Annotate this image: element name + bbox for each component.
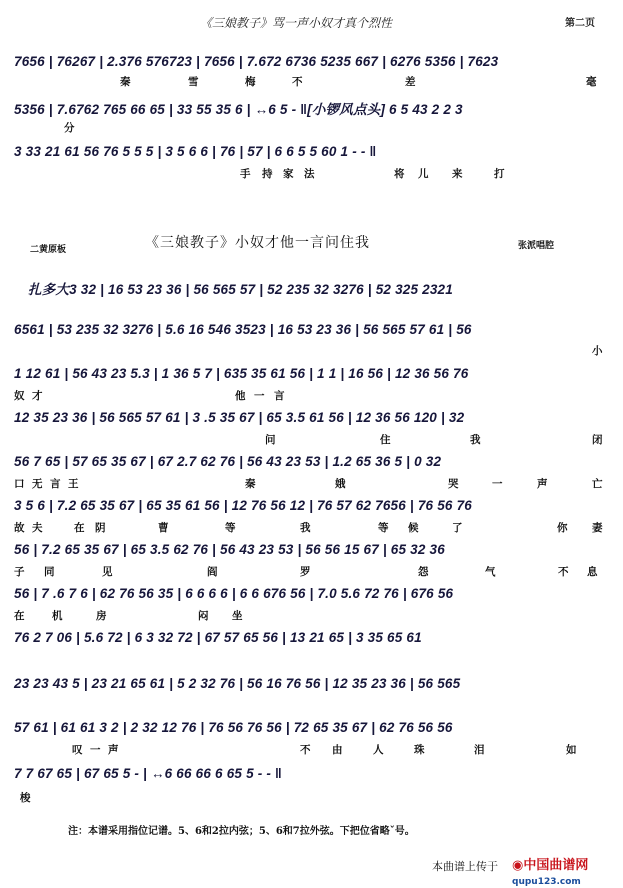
lyric-row bbox=[0, 520, 623, 534]
lyric-row bbox=[0, 74, 623, 88]
lyric-char: 住 bbox=[380, 434, 391, 446]
lyric-char: 娥 bbox=[335, 478, 346, 490]
lyric-char: 梅 bbox=[245, 76, 256, 88]
lyric-char: 不 bbox=[292, 76, 303, 88]
lyric-char: 一 bbox=[492, 478, 503, 490]
lyric-char: 不 bbox=[300, 744, 311, 756]
lyric-char: 闷 bbox=[198, 610, 209, 622]
lyric-char: 王 bbox=[68, 478, 79, 490]
lyric-char: 声 bbox=[108, 744, 119, 756]
lyric-char: 亡 bbox=[592, 478, 603, 490]
logo-text: 中国曲谱网 bbox=[523, 858, 589, 873]
lyric-char: 无 bbox=[32, 478, 43, 490]
notation-line: 12 35 23 36 | 56 565 57 61 | 3 .5 35 67 | 65 3.5 61 56 | 12 36 56 120 | 32 bbox=[14, 410, 465, 425]
lyric-char: 你 bbox=[557, 522, 568, 534]
lyric-row bbox=[0, 742, 623, 756]
lyric-char: 闭 bbox=[592, 434, 603, 446]
lyric-char: 雪 bbox=[188, 76, 199, 88]
notation-line: 扎多大3 32 | 16 53 23 36 | 56 565 57 | 52 235 32 3276 | 52 325 2321 bbox=[28, 282, 453, 297]
fingering-note: 注：本谱采用指位记谱。5、6和2拉内弦；5、6和7拉外弦。下把位省略ˇ号。 bbox=[68, 826, 415, 837]
lyric-char: 怨 bbox=[418, 566, 429, 578]
lyric-char: 在 bbox=[74, 522, 85, 534]
lyric-char: 叹 bbox=[72, 744, 83, 756]
lyric-char: 哭 bbox=[448, 478, 459, 490]
lyric-char: 同 bbox=[44, 566, 55, 578]
lyric-char: 子 bbox=[14, 566, 25, 578]
logo-subtext: qupu123.com bbox=[512, 877, 581, 887]
notation-line: 56 7 65 | 57 65 35 67 | 67 2.7 62 76 | 56 43 23 53 | 1.2 65 36 5 | 0 32 bbox=[14, 454, 442, 469]
lyric-char: 机 bbox=[52, 610, 63, 622]
lyric-row bbox=[0, 476, 623, 490]
lyric-row bbox=[0, 166, 623, 180]
lyric-char: 故 bbox=[14, 522, 25, 534]
lyric-char: 气 bbox=[485, 566, 496, 578]
lyric-char: 打 bbox=[494, 168, 505, 180]
lyric-char: 泪 bbox=[474, 744, 485, 756]
lyric-char: 珠 bbox=[414, 744, 425, 756]
lyric-char: 我 bbox=[300, 522, 311, 534]
lyric-char: 小 bbox=[592, 345, 603, 357]
lyric-row bbox=[0, 608, 623, 622]
lyric-char: 一 bbox=[254, 390, 265, 402]
site-logo[interactable] bbox=[512, 854, 588, 888]
lyric-char: 了 bbox=[452, 522, 463, 534]
lyric-char: 将 bbox=[394, 168, 405, 180]
lyric-char: 见 bbox=[102, 566, 113, 578]
lyric-char: 毫 bbox=[586, 76, 597, 88]
page-number: 第二页 bbox=[565, 18, 595, 29]
notation-line: 56 | 7 .6 7 6 | 62 76 56 35 | 6 6 6 6 | 6 6 676 56 | 7.0 5.6 72 76 | 676 56 bbox=[14, 586, 454, 601]
lyric-char: 罗 bbox=[300, 566, 311, 578]
notation-line: 56 | 7.2 65 35 67 | 65 3.5 62 76 | 56 43 23 53 | 56 56 15 67 | 65 32 36 bbox=[14, 542, 445, 557]
lyric-char: 等 bbox=[225, 522, 236, 534]
lyric-char: 曹 bbox=[158, 522, 169, 534]
lyric-char: 持 bbox=[262, 168, 273, 180]
lyric-char: 口 bbox=[14, 478, 25, 490]
lyric-char: 他 bbox=[235, 390, 246, 402]
notation-line: 7 7 67 65 | 67 65 5 - | ↔6 66 66 6 65 5 - - ‖ bbox=[14, 766, 282, 781]
lyric-char: 法 bbox=[304, 168, 315, 180]
lyric-char: 声 bbox=[537, 478, 548, 490]
page1-title: 《三娘教子》骂一声小奴才真个烈性 bbox=[200, 16, 393, 30]
lyric-char: 差 bbox=[405, 76, 416, 88]
lyric-char: 才 bbox=[32, 390, 43, 402]
notation-line: 1 12 61 | 56 43 23 5.3 | 1 36 5 7 | 635 35 61 56 | 1 1 | 16 56 | 12 36 56 76 bbox=[14, 366, 469, 381]
notation-line: 6561 | 53 235 32 3276 | 5.6 16 546 3523 | 16 53 23 36 | 56 565 57 61 | 56 bbox=[14, 322, 472, 337]
singer-label: 张派唱腔 bbox=[518, 241, 555, 251]
lyric-char: 我 bbox=[470, 434, 481, 446]
lyric-char: 梭 bbox=[20, 792, 31, 804]
lyric-row bbox=[0, 432, 623, 446]
lyric-char: 秦 bbox=[245, 478, 256, 490]
notation-line: 3 33 21 61 56 76 5 5 5 | 3 5 6 6 | 76 | 57 | 6 6 5 5 60 1 - - ‖ bbox=[14, 144, 377, 159]
lyric-char: 息 bbox=[587, 566, 598, 578]
lyric-char: 手 bbox=[240, 168, 251, 180]
lyric-char: 不 bbox=[558, 566, 569, 578]
lyric-char: 言 bbox=[50, 478, 61, 490]
song-title: 《三娘教子》小奴才他一言问住我 bbox=[145, 235, 370, 251]
mode-label: 二黄原板 bbox=[30, 245, 67, 255]
lyric-row bbox=[0, 388, 623, 402]
lyric-char: 儿 bbox=[418, 168, 429, 180]
lyric-char: 房 bbox=[96, 610, 107, 622]
lyric-char: 人 bbox=[373, 744, 384, 756]
lyric-row bbox=[0, 564, 623, 578]
lyric-char: 言 bbox=[274, 390, 285, 402]
lyric-char: 妻 bbox=[592, 522, 603, 534]
lyric-char: 等 bbox=[378, 522, 389, 534]
lyric-char: 夫 bbox=[32, 522, 43, 534]
lyric-char: 一 bbox=[90, 744, 101, 756]
notation-line: 5356 | 7.6762 765 66 65 | 33 55 35 6 | ↔6 5 - ‖[小锣风点头] 6 5 43 2 2 3 bbox=[14, 102, 463, 117]
lyric-char: 问 bbox=[265, 434, 276, 446]
lyric-char: 来 bbox=[452, 168, 463, 180]
lyric-char: 奴 bbox=[14, 390, 25, 402]
lyric-char: 在 bbox=[14, 610, 25, 622]
lyric-char: 阎 bbox=[207, 566, 218, 578]
notation-line: 23 23 43 5 | 23 21 65 61 | 5 2 32 76 | 56 16 76 56 | 12 35 23 36 | 56 565 bbox=[14, 676, 461, 691]
lyric-row bbox=[0, 120, 623, 134]
lyric-char: 秦 bbox=[120, 76, 131, 88]
lyric-char: 家 bbox=[283, 168, 294, 180]
notation-line: 3 5 6 | 7.2 65 35 67 | 65 35 61 56 | 12 76 56 12 | 76 57 62 7656 | 76 56 76 bbox=[14, 498, 473, 513]
lyric-char: 坐 bbox=[232, 610, 243, 622]
lyric-row bbox=[0, 790, 623, 804]
lyric-char: 阴 bbox=[95, 522, 106, 534]
notation-line: 57 61 | 61 61 3 2 | 2 32 12 76 | 76 56 76 56 | 72 65 35 67 | 62 76 56 56 bbox=[14, 720, 453, 735]
upload-text: 本曲谱上传于 bbox=[432, 860, 498, 873]
lyric-char: 由 bbox=[332, 744, 343, 756]
notation-line: 7656 | 76267 | 2.376 576723 | 7656 | 7.672 6736 5235 667 | 6276 5356 | 7623 bbox=[14, 54, 499, 69]
notation-line: 76 2 7 06 | 5.6 72 | 6 3 32 72 | 67 57 65 56 | 13 21 65 | 3 35 65 61 bbox=[14, 630, 422, 645]
lyric-row bbox=[0, 343, 623, 357]
lyric-char: 分 bbox=[64, 122, 75, 134]
logo-icon: ◉ bbox=[512, 858, 524, 873]
lyric-char: 候 bbox=[408, 522, 419, 534]
lyric-char: 如 bbox=[566, 744, 577, 756]
